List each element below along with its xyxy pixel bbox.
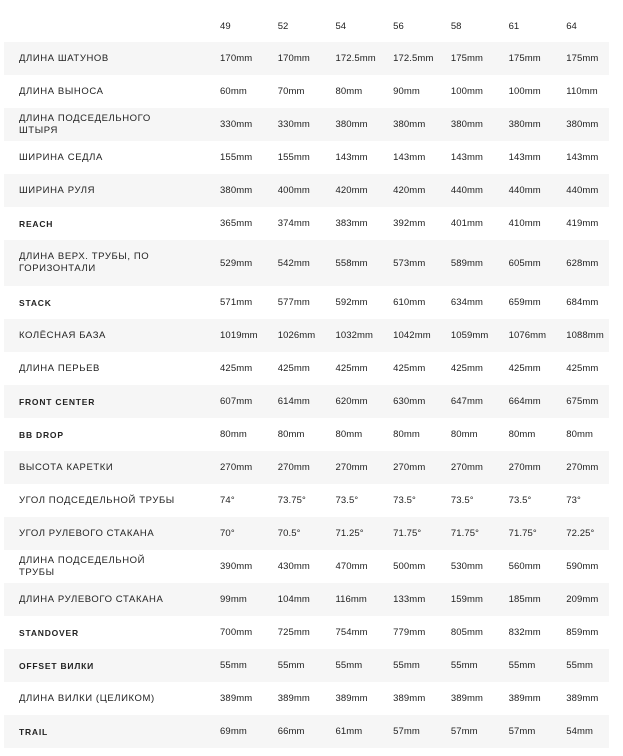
row-label: STANDOVER	[19, 627, 79, 638]
row-label: ШИРИНА РУЛЯ	[19, 184, 96, 196]
row-label: FRONT CENTER	[19, 396, 96, 407]
table-cell: 500mm	[393, 561, 426, 572]
table-cell: 55mm	[277, 660, 305, 671]
table-cell: 209mm	[566, 594, 599, 605]
table-cell: 607mm	[220, 396, 253, 407]
row-label: УГОЛ ПОДСЕДЕЛЬНОЙ ТРУБЫ	[19, 494, 175, 506]
table-cell: 143mm	[566, 152, 599, 163]
table-cell: 400mm	[277, 185, 310, 196]
table-cell: 270mm	[566, 462, 599, 473]
table-cell: 589mm	[450, 257, 484, 269]
table-cell: 380mm	[508, 119, 541, 130]
table-cell: 420mm	[393, 185, 426, 196]
table-row	[4, 108, 609, 141]
table-cell: 389mm	[335, 693, 368, 704]
row-label: REACH	[19, 218, 54, 229]
table-cell: 73.75°	[277, 495, 306, 506]
table-cell: 675mm	[566, 396, 599, 407]
table-row	[4, 715, 609, 748]
table-cell: 440mm	[566, 185, 599, 196]
table-cell: 560mm	[508, 561, 541, 572]
table-cell: 779mm	[393, 627, 426, 638]
header-corner	[4, 0, 205, 42]
table-cell: 73.5°	[393, 495, 416, 506]
table-cell: 270mm	[450, 462, 484, 473]
table-cell: 80mm	[508, 429, 536, 440]
table-cell: 175mm	[566, 53, 599, 64]
table-cell: 1042mm	[393, 330, 431, 341]
table-cell: 1076mm	[508, 330, 547, 341]
row-label: ДЛИНА ШАТУНОВ	[19, 52, 109, 64]
table-cell: 529mm	[220, 257, 253, 269]
size-header: 54	[335, 21, 347, 32]
table-cell: 270mm	[277, 462, 310, 473]
table-cell: 659mm	[508, 297, 541, 308]
table-cell: 80mm	[566, 429, 594, 440]
table-row	[4, 616, 609, 649]
table-row	[4, 451, 609, 484]
table-cell: 530mm	[450, 561, 484, 572]
table-cell: 389mm	[566, 693, 599, 704]
row-label: OFFSET ВИЛКИ	[19, 660, 94, 671]
table-cell: 90mm	[393, 86, 420, 97]
table-row	[4, 517, 609, 550]
table-cell: 610mm	[393, 297, 426, 308]
table-row	[4, 174, 609, 207]
table-cell: 620mm	[335, 396, 368, 407]
table-cell: 425mm	[220, 363, 253, 374]
table-cell: 172.5mm	[393, 53, 434, 64]
table-cell: 270mm	[220, 462, 253, 473]
table-cell: 55mm	[393, 660, 420, 671]
table-cell: 832mm	[508, 627, 541, 638]
table-cell: 71.25°	[335, 528, 364, 539]
table-cell: 270mm	[508, 462, 541, 473]
row-label: STACK	[19, 297, 52, 308]
table-cell: 725mm	[277, 627, 310, 638]
table-cell: 270mm	[335, 462, 368, 473]
table-cell: 69mm	[220, 726, 247, 737]
table-cell: 1088mm	[566, 330, 604, 341]
table-cell: 80mm	[335, 429, 363, 440]
table-cell: 380mm	[450, 119, 484, 130]
row-label: TRAIL	[19, 726, 49, 737]
size-header: 64	[566, 21, 577, 32]
table-cell: 61mm	[335, 726, 363, 737]
table-cell: 159mm	[450, 594, 484, 605]
row-label: ДЛИНА ПЕРЬЕВ	[19, 362, 100, 374]
size-header: 61	[508, 21, 520, 32]
size-header-row	[4, 0, 609, 42]
table-row	[4, 240, 609, 286]
table-cell: 66mm	[277, 726, 305, 737]
table-cell: 389mm	[393, 693, 426, 704]
table-cell: 700mm	[220, 627, 253, 638]
table-row	[4, 75, 609, 108]
table-cell: 104mm	[277, 594, 310, 605]
table-cell: 425mm	[508, 363, 541, 374]
table-cell: 647mm	[450, 396, 484, 407]
table-cell: 614mm	[277, 396, 310, 407]
table-cell: 143mm	[450, 152, 484, 163]
table-cell: 440mm	[508, 185, 541, 196]
table-row	[4, 583, 609, 616]
table-cell: 425mm	[450, 363, 484, 374]
table-cell: 389mm	[450, 693, 484, 704]
table-cell: 664mm	[508, 396, 541, 407]
table-row	[4, 484, 609, 517]
table-cell: 425mm	[566, 363, 599, 374]
table-cell: 805mm	[450, 627, 484, 638]
row-label: BB DROP	[19, 429, 64, 440]
table-cell: 389mm	[508, 693, 541, 704]
table-row	[4, 418, 609, 451]
table-cell: 100mm	[450, 86, 484, 97]
table-cell: 71.75°	[508, 528, 537, 539]
table-cell: 430mm	[277, 561, 310, 572]
table-cell: 628mm	[566, 257, 599, 269]
geometry-table	[4, 0, 609, 748]
table-cell: 1026mm	[277, 330, 316, 341]
table-cell: 1032mm	[335, 330, 374, 341]
table-row	[4, 207, 609, 240]
table-cell: 155mm	[277, 152, 310, 163]
table-cell: 420mm	[335, 185, 368, 196]
table-cell: 175mm	[508, 53, 541, 64]
table-cell: 71.75°	[450, 528, 480, 539]
table-cell: 440mm	[450, 185, 484, 196]
table-cell: 80mm	[220, 429, 247, 440]
table-cell: 74°	[220, 495, 235, 506]
table-cell: 70mm	[277, 86, 305, 97]
size-header: 52	[277, 21, 289, 32]
table-cell: 592mm	[335, 297, 368, 308]
table-cell: 57mm	[450, 726, 478, 737]
table-cell: 401mm	[450, 218, 484, 229]
table-cell: 133mm	[393, 594, 426, 605]
table-cell: 55mm	[566, 660, 594, 671]
table-cell: 57mm	[508, 726, 536, 737]
table-cell: 630mm	[393, 396, 426, 407]
table-cell: 573mm	[393, 257, 426, 269]
table-cell: 374mm	[277, 218, 310, 229]
table-row	[4, 550, 609, 583]
table-cell: 100mm	[508, 86, 541, 97]
table-cell: 116mm	[335, 594, 367, 605]
table-cell: 577mm	[277, 297, 310, 308]
table-cell: 425mm	[393, 363, 426, 374]
table-cell: 57mm	[393, 726, 420, 737]
row-label: ДЛИНА ВЕРХ. ТРУБЫ, ПО ГОРИЗОНТАЛИ	[19, 251, 150, 274]
table-cell: 60mm	[220, 86, 247, 97]
table-row	[4, 682, 609, 715]
row-label: ДЛИНА ПОДСЕДЕЛЬНОЙ ТРУБЫ	[19, 554, 146, 578]
row-label: ДЛИНА РУЛЕВОГО СТАКАНА	[19, 593, 164, 605]
table-cell: 185mm	[508, 594, 541, 605]
table-cell: 392mm	[393, 218, 426, 229]
table-row	[4, 141, 609, 174]
table-cell: 383mm	[335, 218, 368, 229]
table-cell: 571mm	[220, 297, 253, 308]
table-cell: 380mm	[220, 185, 253, 196]
row-label: ШИРИНА СЕДЛА	[19, 151, 103, 163]
table-cell: 634mm	[450, 297, 484, 308]
table-cell: 389mm	[220, 693, 253, 704]
table-cell: 425mm	[335, 363, 368, 374]
table-cell: 380mm	[393, 119, 426, 130]
table-cell: 390mm	[220, 561, 253, 572]
table-cell: 54mm	[566, 726, 594, 737]
table-cell: 80mm	[450, 429, 478, 440]
row-label: ВЫСОТА КАРЕТКИ	[19, 461, 114, 473]
table-cell: 425mm	[277, 363, 310, 374]
table-row	[4, 649, 609, 682]
table-cell: 270mm	[393, 462, 426, 473]
table-cell: 80mm	[335, 86, 363, 97]
table-cell: 389mm	[277, 693, 310, 704]
table-cell: 55mm	[220, 660, 247, 671]
table-cell: 72.25°	[566, 528, 595, 539]
table-cell: 170mm	[220, 53, 253, 64]
table-cell: 175mm	[450, 53, 484, 64]
size-header: 56	[393, 21, 404, 32]
table-cell: 365mm	[220, 218, 253, 229]
table-cell: 80mm	[277, 429, 305, 440]
table-cell: 470mm	[335, 561, 368, 572]
table-cell: 380mm	[566, 119, 599, 130]
table-cell: 80mm	[393, 429, 420, 440]
table-cell: 143mm	[393, 152, 426, 163]
table-cell: 590mm	[566, 561, 599, 572]
table-cell: 70°	[220, 528, 235, 539]
table-cell: 754mm	[335, 627, 368, 638]
table-cell: 55mm	[508, 660, 536, 671]
table-cell: 55mm	[450, 660, 478, 671]
table-cell: 110mm	[566, 86, 598, 97]
table-cell: 73°	[566, 495, 581, 506]
table-cell: 410mm	[508, 218, 541, 229]
table-cell: 143mm	[335, 152, 368, 163]
table-cell: 1059mm	[450, 330, 489, 341]
table-cell: 70.5°	[277, 528, 301, 539]
table-cell: 330mm	[220, 119, 253, 130]
table-cell: 605mm	[508, 257, 541, 269]
table-cell: 73.5°	[508, 495, 532, 506]
table-row	[4, 352, 609, 385]
table-cell: 330mm	[277, 119, 310, 130]
table-cell: 684mm	[566, 297, 599, 308]
table-row	[4, 319, 609, 352]
row-label: ДЛИНА ВИЛКИ (ЦЕЛИКОМ)	[19, 692, 155, 704]
table-row	[4, 286, 609, 319]
table-cell: 155mm	[220, 152, 253, 163]
size-header: 58	[450, 21, 462, 32]
table-cell: 542mm	[277, 257, 310, 269]
row-label: ДЛИНА ВЫНОСА	[19, 85, 104, 97]
table-cell: 99mm	[220, 594, 247, 605]
row-label: УГОЛ РУЛЕВОГО СТАКАНА	[19, 527, 155, 539]
table-cell: 73.5°	[450, 495, 474, 506]
table-cell: 71.75°	[393, 528, 422, 539]
table-row	[4, 385, 609, 418]
table-cell: 419mm	[566, 218, 599, 229]
table-row	[4, 42, 609, 75]
table-cell: 55mm	[335, 660, 363, 671]
table-cell: 73.5°	[335, 495, 359, 506]
table-cell: 170mm	[277, 53, 310, 64]
row-label: КОЛЁСНАЯ БАЗА	[19, 329, 106, 341]
size-header: 49	[220, 21, 231, 32]
row-label: ДЛИНА ПОДСЕДЕЛЬНОГО ШТЫРЯ	[19, 112, 151, 136]
table-cell: 172.5mm	[335, 53, 376, 64]
table-cell: 859mm	[566, 627, 599, 638]
table-cell: 380mm	[335, 119, 368, 130]
table-cell: 1019mm	[220, 330, 258, 341]
table-cell: 143mm	[508, 152, 541, 163]
table-cell: 558mm	[335, 257, 368, 269]
